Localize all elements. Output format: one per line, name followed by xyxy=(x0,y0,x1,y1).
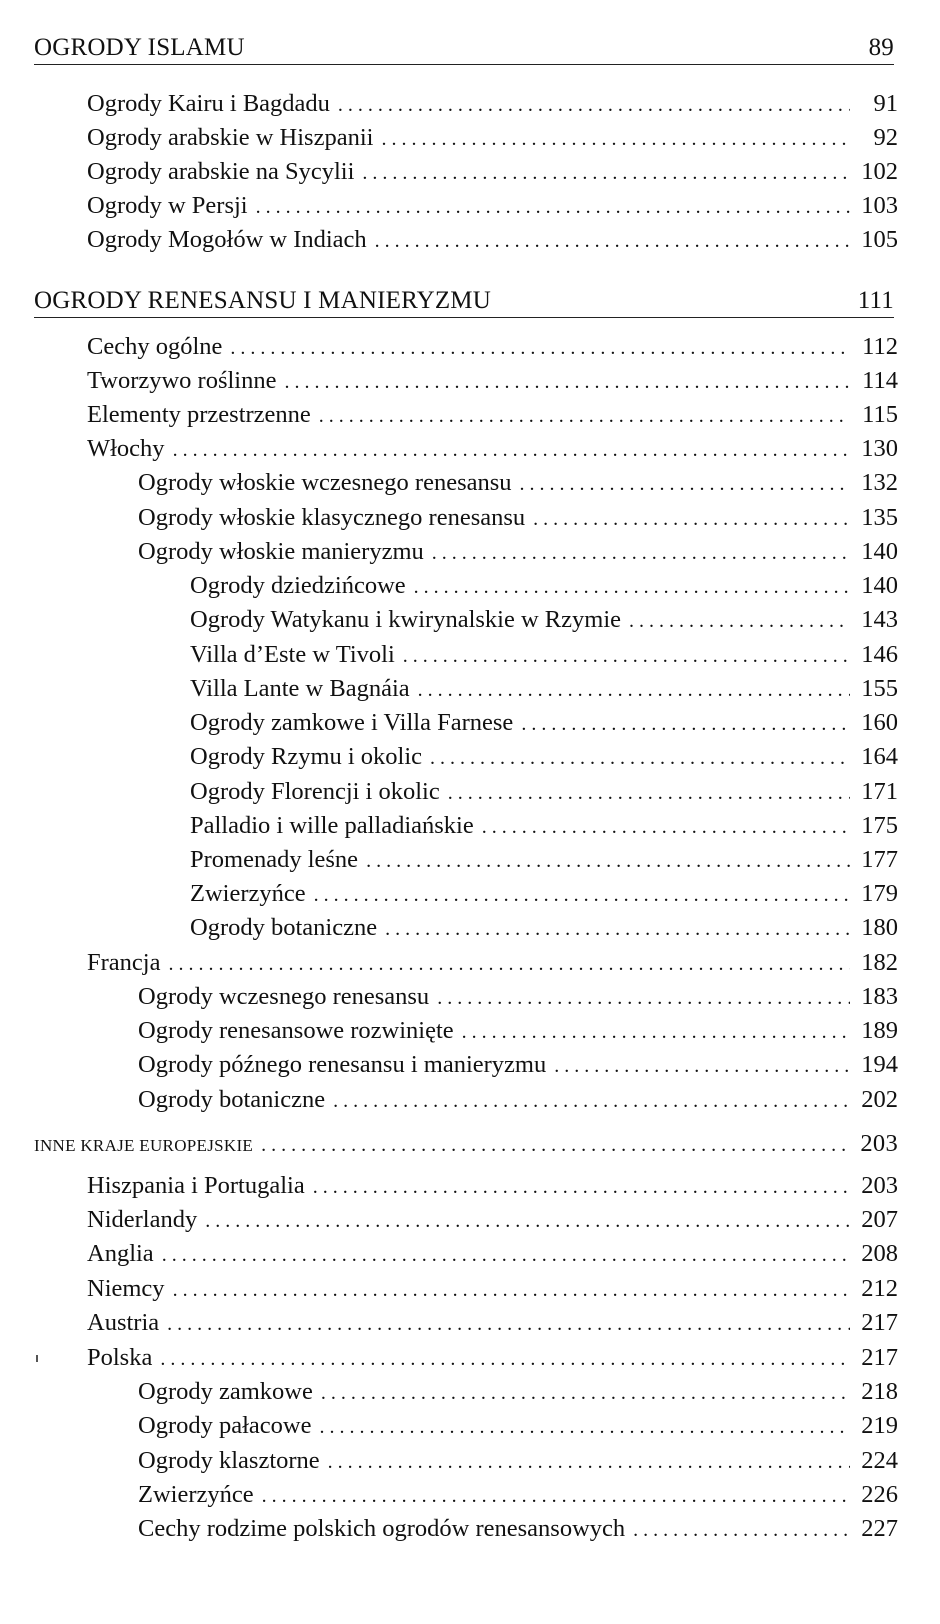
toc-entry-page: 102 xyxy=(861,158,898,185)
toc-entry-page: 226 xyxy=(861,1481,898,1508)
dot-leader xyxy=(262,1482,850,1510)
toc-entry-title: Ogrody włoskie wczesnego renesansu xyxy=(138,469,512,496)
toc-entry-title: Tworzywo roślinne xyxy=(87,367,277,394)
toc-entry-page: 212 xyxy=(861,1275,898,1302)
toc-entry-page: 146 xyxy=(861,641,898,668)
toc-entry-page: 171 xyxy=(861,778,898,805)
dot-leader xyxy=(381,125,850,153)
toc-entry-page: 180 xyxy=(861,914,898,941)
toc-entry-page: 115 xyxy=(862,401,898,428)
toc-entry-page: 208 xyxy=(861,1240,898,1267)
dot-leader xyxy=(261,1131,850,1159)
toc-entry[interactable] xyxy=(190,846,898,874)
toc-entry-title: Polska xyxy=(87,1344,153,1371)
toc-entry-page: 203 xyxy=(861,1172,898,1199)
toc-entry[interactable] xyxy=(87,1172,898,1200)
toc-entry[interactable] xyxy=(190,812,898,840)
dot-leader xyxy=(168,950,850,978)
toc-entry[interactable] xyxy=(138,1378,898,1406)
toc-entry[interactable] xyxy=(87,1240,898,1268)
toc-entry[interactable] xyxy=(138,1017,898,1045)
dot-leader xyxy=(520,470,850,498)
dot-leader xyxy=(256,193,850,221)
toc-entry[interactable] xyxy=(87,367,898,395)
dot-leader xyxy=(521,710,850,738)
toc-entry-page: 103 xyxy=(861,192,898,219)
toc-entry[interactable] xyxy=(138,1481,898,1509)
toc-entry-page: 224 xyxy=(861,1447,898,1474)
toc-entry-page: 132 xyxy=(861,469,898,496)
toc-entry-title: Ogrody pałacowe xyxy=(138,1412,312,1439)
dot-leader xyxy=(328,1448,850,1476)
toc-entry-page: 217 xyxy=(861,1309,898,1336)
dot-leader xyxy=(230,334,850,362)
toc-entry-title: Villa d’Este w Tivoli xyxy=(190,641,395,668)
dot-leader xyxy=(432,539,850,567)
toc-entry[interactable] xyxy=(87,1275,898,1303)
toc-subsection[interactable] xyxy=(34,1130,898,1158)
toc-entry[interactable] xyxy=(138,504,898,532)
toc-entry-title: Ogrody renesansowe rozwinięte xyxy=(138,1017,454,1044)
toc-entry[interactable] xyxy=(190,880,898,908)
toc-entry-title: Ogrody w Persji xyxy=(87,192,248,219)
toc-entry[interactable] xyxy=(87,90,898,118)
toc-entry-page: 219 xyxy=(861,1412,898,1439)
toc-entry[interactable] xyxy=(138,1412,898,1440)
toc-entry[interactable] xyxy=(138,1086,898,1114)
toc-entry-title: Niderlandy xyxy=(87,1206,198,1233)
toc-entry-page: 112 xyxy=(862,333,898,360)
toc-entry-page: 227 xyxy=(861,1515,898,1542)
section-heading xyxy=(34,34,894,65)
toc-entry-title: Francja xyxy=(87,949,161,976)
toc-entry-title: Cechy ogólne xyxy=(87,333,223,360)
dot-leader xyxy=(448,779,850,807)
toc-entry[interactable] xyxy=(190,778,898,806)
toc-entry-title: Włochy xyxy=(87,435,165,462)
toc-entry-title: Ogrody wczesnego renesansu xyxy=(138,983,430,1010)
dot-leader xyxy=(403,642,850,670)
margin-mark xyxy=(36,1355,38,1362)
toc-entry-title: Ogrody arabskie na Sycylii xyxy=(87,158,355,185)
toc-entry-page: 218 xyxy=(861,1378,898,1405)
dot-leader xyxy=(167,1310,850,1338)
toc-entry-title: Elementy przestrzenne xyxy=(87,401,311,428)
toc-entry-title: Ogrody Florencji i okolic xyxy=(190,778,440,805)
section-title: OGRODY RENESANSU I MANIERYZMU xyxy=(34,287,491,314)
dot-leader xyxy=(385,915,850,943)
dot-leader xyxy=(321,1379,850,1407)
dot-leader xyxy=(437,984,850,1012)
toc-entry[interactable] xyxy=(190,914,898,942)
dot-leader xyxy=(362,159,850,187)
toc-entry-page: 130 xyxy=(861,435,898,462)
toc-entry[interactable] xyxy=(87,333,898,361)
toc-entry[interactable] xyxy=(138,469,898,497)
toc-entry[interactable] xyxy=(190,675,898,703)
toc-entry-title: Zwierzyńce xyxy=(138,1481,254,1508)
dot-leader xyxy=(554,1052,850,1080)
toc-entry-title: Niemcy xyxy=(87,1275,165,1302)
dot-leader xyxy=(462,1018,850,1046)
toc-entry-page: 114 xyxy=(862,367,898,394)
toc-entry[interactable] xyxy=(138,1515,898,1543)
toc-entry-title: Ogrody zamkowe i Villa Farnese xyxy=(190,709,514,736)
toc-entry-title: INNE KRAJE EUROPEJSKIE xyxy=(34,1136,254,1155)
toc-entry[interactable] xyxy=(87,435,898,463)
toc-entry[interactable] xyxy=(190,606,898,634)
dot-leader xyxy=(414,573,850,601)
toc-entry[interactable] xyxy=(87,1344,898,1372)
toc-entry-page: 194 xyxy=(861,1051,898,1078)
section-heading xyxy=(34,287,894,318)
dot-leader xyxy=(314,881,850,909)
toc-entry-page: 140 xyxy=(861,572,898,599)
toc-entry[interactable] xyxy=(190,572,898,600)
toc-entry[interactable] xyxy=(87,949,898,977)
toc-entry-page: 217 xyxy=(861,1344,898,1371)
dot-leader xyxy=(205,1207,850,1235)
toc-entry-page: 92 xyxy=(873,124,898,151)
toc-entry-title: Palladio i wille palladiańskie xyxy=(190,812,474,839)
toc-entry-title: Ogrody włoskie klasycznego renesansu xyxy=(138,504,526,531)
toc-entry-title: Ogrody Watykanu i kwirynalskie w Rzymie xyxy=(190,606,622,633)
toc-entry-title: Villa Lante w Bagnáia xyxy=(190,675,410,702)
dot-leader xyxy=(430,744,850,772)
section-title: OGRODY ISLAMU xyxy=(34,34,245,61)
toc-entry-page: 155 xyxy=(861,675,898,702)
dot-leader xyxy=(338,91,850,119)
toc-entry[interactable] xyxy=(190,709,898,737)
toc-entry[interactable] xyxy=(138,538,898,566)
toc-entry-title: Ogrody włoskie manieryzmu xyxy=(138,538,424,565)
dot-leader xyxy=(633,1516,850,1544)
toc-entry-page: 202 xyxy=(861,1086,898,1113)
toc-entry-title: Ogrody Mogołów w Indiach xyxy=(87,226,367,253)
toc-entry[interactable] xyxy=(138,983,898,1011)
dot-leader xyxy=(160,1345,850,1373)
toc-entry-page: 175 xyxy=(861,812,898,839)
toc-entry-title: Ogrody późnego renesansu i manieryzmu xyxy=(138,1051,547,1078)
toc-entry-page: 183 xyxy=(861,983,898,1010)
dot-leader xyxy=(173,1276,850,1304)
toc-entry[interactable] xyxy=(138,1051,898,1079)
toc-entry[interactable] xyxy=(190,743,898,771)
toc-entry-page: 203 xyxy=(860,1130,898,1157)
toc-entry-page: 143 xyxy=(861,606,898,633)
toc-entry-page: 179 xyxy=(861,880,898,907)
toc-entry-title: Ogrody zamkowe xyxy=(138,1378,313,1405)
dot-leader xyxy=(366,847,850,875)
toc-entry-page: 91 xyxy=(873,90,898,117)
dot-leader xyxy=(375,227,850,255)
toc-entry-title: Ogrody Kairu i Bagdadu xyxy=(87,90,330,117)
toc-entry-page: 207 xyxy=(861,1206,898,1233)
toc-entry-title: Austria xyxy=(87,1309,160,1336)
dot-leader xyxy=(319,1413,850,1441)
dot-leader xyxy=(418,676,850,704)
dot-leader xyxy=(162,1241,850,1269)
toc-entry-page: 164 xyxy=(861,743,898,770)
toc-entry-page: 189 xyxy=(861,1017,898,1044)
toc-entry[interactable] xyxy=(190,641,898,669)
toc-entry-title: Ogrody botaniczne xyxy=(190,914,378,941)
dot-leader xyxy=(319,402,850,430)
toc-entry[interactable] xyxy=(87,158,898,186)
toc-entry-title: Ogrody botaniczne xyxy=(138,1086,326,1113)
section-page-number: 111 xyxy=(857,287,894,314)
toc-entry-page: 140 xyxy=(861,538,898,565)
dot-leader xyxy=(629,607,850,635)
toc-entry-page: 105 xyxy=(861,226,898,253)
dot-leader xyxy=(173,436,850,464)
toc-entry-title: Hiszpania i Portugalia xyxy=(87,1172,305,1199)
toc-entry-page: 177 xyxy=(861,846,898,873)
toc-entry[interactable] xyxy=(87,401,898,429)
toc-entry-title: Zwierzyńce xyxy=(190,880,306,907)
dot-leader xyxy=(333,1087,850,1115)
toc-entry-page: 182 xyxy=(861,949,898,976)
toc-entry-title: Anglia xyxy=(87,1240,154,1267)
toc-entry[interactable] xyxy=(87,192,898,220)
dot-leader xyxy=(284,368,850,396)
toc-entry[interactable] xyxy=(87,1206,898,1234)
toc-entry-title: Cechy rodzime polskich ogrodów renesansowych xyxy=(138,1515,626,1542)
toc-entry[interactable] xyxy=(138,1447,898,1475)
toc-entry-title: Promenady leśne xyxy=(190,846,359,873)
toc-entry[interactable] xyxy=(87,124,898,152)
toc-entry-title: Ogrody arabskie w Hiszpanii xyxy=(87,124,374,151)
dot-leader xyxy=(313,1173,850,1201)
dot-leader xyxy=(533,505,850,533)
toc-entry[interactable] xyxy=(87,1309,898,1337)
toc-entry-title: Ogrody dziedzińcowe xyxy=(190,572,406,599)
toc-entry-title: Ogrody Rzymu i okolic xyxy=(190,743,423,770)
toc-entry-title: Ogrody klasztorne xyxy=(138,1447,320,1474)
toc-entry[interactable] xyxy=(87,226,898,254)
toc-entry-page: 160 xyxy=(861,709,898,736)
dot-leader xyxy=(482,813,850,841)
toc-entry-page: 135 xyxy=(861,504,898,531)
section-page-number: 89 xyxy=(868,34,894,61)
